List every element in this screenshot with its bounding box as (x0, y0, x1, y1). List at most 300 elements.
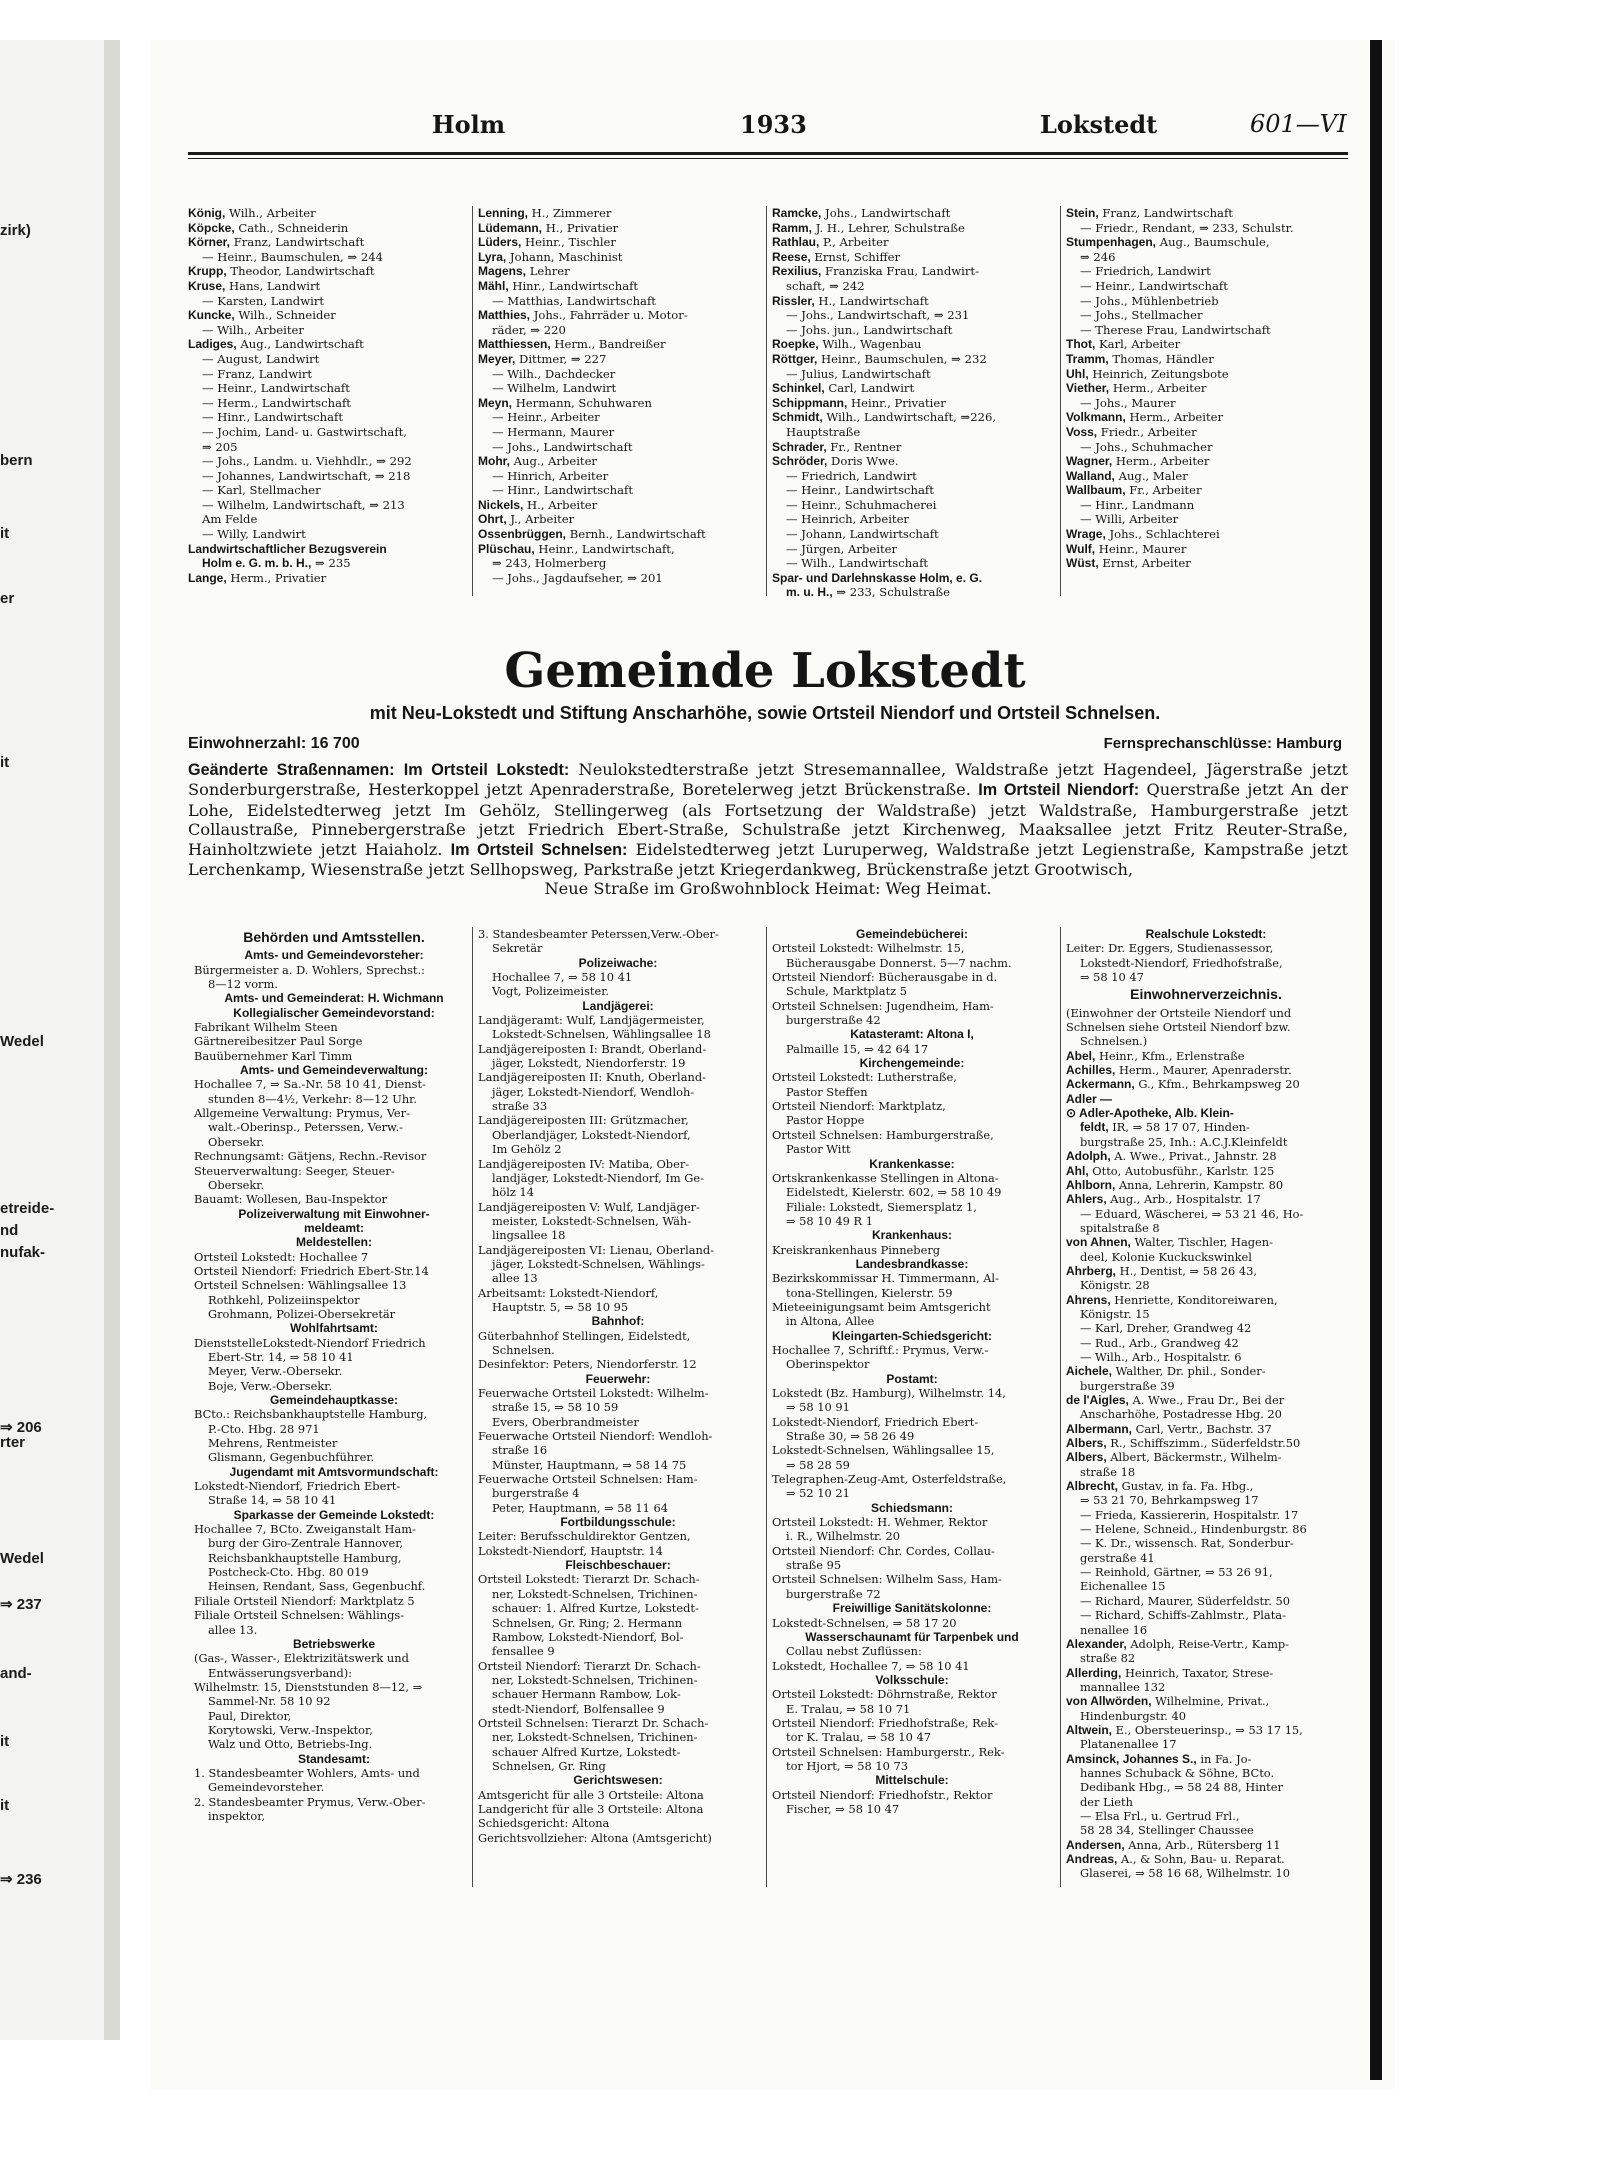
entry-details: — Helene, Schneid., Hindenburgstr. 86 (1080, 1522, 1307, 1537)
entry-details: P., Arbeiter (819, 235, 889, 250)
subsection-heading: Jugendamt mit Amtsvormundschaft: (229, 1464, 439, 1479)
subsection-heading: Amts- und Gemeindeverwaltung: (239, 1063, 429, 1078)
entry-name: Viether, (1066, 381, 1110, 396)
entry-details: — Frieda, Kassiererin, Hospitalstr. 17 (1080, 1507, 1299, 1522)
directory-entry (772, 527, 1054, 542)
entry-details: ⇒ 243, Holmerberg (492, 556, 607, 571)
entry-details: Aug., Arb., Hospitalstr. 17 (1106, 1192, 1261, 1207)
entry-name: Andreas, (1066, 1852, 1118, 1866)
facing-page-fragment: it (0, 525, 10, 542)
subsection-heading: Kleingarten-Schiedsgericht: (831, 1328, 993, 1343)
facing-page-fragment: ⇒ 206 (0, 1419, 42, 1436)
streets-lokstedt-text: Neulokstedterstraße jetzt Stresemannallee, Waldstraße jetzt Hagendeel, Jägerstraße jetzt Sonderburgerstraße, Hesterkoppel jetzt Apenraderstraße, Boretelerweg jetzt Brückenstraße. (188, 760, 1348, 800)
entry-name: Thot, (1066, 337, 1096, 352)
entry-details: — K. Dr., wissensch. Rat, Sonderbur- (1080, 1536, 1294, 1551)
entry-details: Wilh., Arbeiter (225, 206, 316, 220)
directory-entry (1066, 483, 1348, 498)
entry-details: schauer Hermann Rambow, Lok- (492, 1687, 681, 1702)
directory-entry (194, 1379, 474, 1393)
entry-details: Ortsteil Niendorf: Friedhofstr., Rektor (772, 1787, 993, 1802)
entry-details: Schnelsen, Gr. Ring; 2. Hermann (492, 1615, 683, 1630)
directory-entry (1066, 425, 1348, 440)
directory-entry (478, 1802, 758, 1816)
entry-details: Carl, Vertr., Bachstr. 37 (1132, 1421, 1272, 1436)
entry-name: Lange, (188, 570, 227, 585)
entry-details: Anna, Lehrerin, Kampstr. 80 (1115, 1177, 1284, 1192)
entry-details: Schnelsen. (492, 1342, 555, 1357)
facing-page-fragment: and- (0, 1665, 32, 1682)
entry-name: Ossenbrüggen, (478, 527, 567, 542)
directory-entry (1066, 527, 1348, 542)
directory-entry (194, 1164, 474, 1178)
directory-entry (772, 221, 1054, 236)
entry-details: Desinfektor: Peters, Niendorferstr. 12 (478, 1357, 697, 1372)
directory-entry (478, 1056, 758, 1070)
entry-details: — Richard, Maurer, Süderfeldstr. 50 (1080, 1593, 1290, 1608)
directory-entry (1066, 1852, 1346, 1866)
directory-column (478, 927, 758, 1845)
directory-entry (188, 483, 470, 498)
entry-details: Bauamt: Wollesen, Bau-Inspektor (194, 1192, 387, 1207)
directory-entry (772, 250, 1054, 265)
entry-details: — Johs., Schuhmacher (1080, 439, 1213, 454)
entry-name: Kruse, (188, 278, 226, 293)
entry-details: (Gas-, Wasser-, Elektrizitätswerk und (194, 1651, 409, 1666)
directory-entry (194, 1364, 474, 1378)
entry-details: Grohmann, Polizei-Obersekretär (208, 1306, 396, 1321)
directory-entry (194, 1479, 474, 1493)
directory-entry (1066, 1795, 1346, 1809)
entry-details: Reichsbankhauptstelle Hamburg, (208, 1550, 402, 1565)
entry-details: Landjägeramt: Wulf, Landjägermeister, (478, 1013, 705, 1028)
entry-details: — Johannes, Landwirtschaft, ⇒ 218 (202, 468, 411, 483)
subsection-heading: Landesbrandkasse: (855, 1256, 969, 1271)
entry-name: Ohrt, (478, 512, 507, 527)
entry-details: der Lieth (1080, 1794, 1133, 1809)
entry-details: Doris Wwe. (827, 454, 899, 469)
entry-name: Meyer, (478, 351, 516, 366)
streets-niendorf-text: Querstraße jetzt An der Lohe, Eidelstedterweg jetzt Im Gehölz, Stellingerweg (als Fortsetzung der Waldstraße) jetzt Waldstraße, Hamburgerstraße jetzt Collaustraße, Pinnebergerstraße jetzt Friedrich Ebert-Straße, Schulstraße jetzt Kirchenweg, Maaksallee jetzt Fritz Reuter-Straße, Hainholtzwiete jetzt Haiaholz. (188, 780, 1348, 859)
entry-details: Mehrens, Rentmeister (208, 1436, 338, 1451)
subsection-heading: Schiedsmann: (870, 1500, 954, 1515)
entry-details: — Jochim, Land- u. Gastwirtschaft, (202, 424, 407, 439)
directory-entry (194, 977, 474, 991)
column-divider (472, 206, 473, 596)
directory-column (194, 927, 474, 1823)
directory-column (1066, 206, 1348, 571)
directory-entry (194, 1809, 474, 1823)
entry-details: Feuerwache Ortsteil Lokstedt: Wilhelm- (478, 1386, 709, 1400)
streets-label: Geänderte Straßennamen: (188, 761, 395, 779)
entry-details: Ortsteil Schnelsen: Tierarzt Dr. Schach- (478, 1715, 709, 1730)
directory-entry (772, 454, 1054, 469)
entry-name: Ladiges, (188, 337, 237, 352)
entry-details: Anna, Arb., Rütersberg 11 (1124, 1837, 1281, 1852)
entry-name: Ahlborn, (1066, 1177, 1116, 1192)
entry-details: — Matthias, Landwirtschaft (492, 293, 656, 308)
directory-entry (772, 1070, 1052, 1084)
entry-details: Ortsteil Lokstedt: H. Wehmer, Rektor (772, 1515, 988, 1530)
entry-details: Lokstedt-Schnelsen, Wählingsallee 15, (772, 1443, 995, 1458)
directory-entry (478, 381, 760, 396)
directory-entry (478, 1572, 758, 1586)
entry-details: Schnelsen.) (1080, 1034, 1148, 1049)
entry-details: Bezirkskommissar H. Timmermann, Al- (772, 1271, 999, 1286)
entry-details: schauer: 1. Alfred Kurtze, Lokstedt- (492, 1601, 699, 1616)
directory-entry (1066, 542, 1348, 557)
directory-entry (478, 1659, 758, 1673)
directory-column (772, 927, 1052, 1816)
directory-entry (772, 1343, 1052, 1357)
directory-entry (1066, 1149, 1346, 1163)
entry-details: räder, ⇒ 220 (492, 322, 566, 337)
directory-entry (478, 1702, 758, 1716)
entry-details: — Julius, Landwirtschaft (786, 366, 931, 381)
entry-details: Heinrich, Zeitungsbote (1088, 366, 1229, 381)
directory-entry (188, 381, 470, 396)
directory-entry (194, 1250, 474, 1264)
directory-entry (478, 970, 758, 984)
entry-details: Königstr. 15 (1080, 1306, 1150, 1321)
directory-entry (478, 1687, 758, 1701)
directory-entry (194, 1709, 474, 1723)
directory-entry (194, 1106, 474, 1120)
directory-entry (1066, 323, 1348, 338)
directory-entry (772, 396, 1054, 411)
entry-details: — Johs., Landm. u. Viehhdlr., ⇒ 292 (202, 454, 412, 469)
directory-entry (478, 206, 760, 221)
entry-details: Landjägereiposten II: Knuth, Oberland- (478, 1070, 706, 1085)
directory-entry (772, 956, 1052, 970)
entry-details: — Heinr., Baumschulen, ⇒ 244 (202, 249, 383, 264)
directory-entry (478, 1415, 758, 1429)
directory-entry (478, 1486, 758, 1500)
subsection-heading: Gemeindebücherei: (855, 927, 969, 941)
entry-details: ⇒ 205 (202, 439, 238, 454)
entry-details: Ernst, Arbeiter (1098, 556, 1191, 571)
entry-name: Mohr, (478, 454, 510, 469)
entry-name: von Ahnen, (1066, 1235, 1131, 1250)
entry-details: Heinr., Baumschulen, ⇒ 232 (817, 351, 987, 366)
entry-name: ⊙ Adler-Apotheke, Alb. Klein- (1066, 1106, 1234, 1121)
entry-details: jäger, Lokstedt-Niendorf, Wendloh- (492, 1084, 695, 1099)
entry-details: Hindenburgstr. 40 (1080, 1708, 1186, 1723)
directory-entry (772, 1616, 1052, 1630)
directory-entry (188, 337, 470, 352)
entry-details: 1. Standesbeamter Wohlers, Amts- und (194, 1765, 420, 1780)
directory-entry (478, 1472, 758, 1486)
facing-page-fragment: rter (0, 1434, 26, 1451)
entry-details: Franz, Landwirtschaft (1098, 206, 1233, 220)
facing-page-fragment: Wedel (0, 1033, 44, 1050)
entry-details: Wilh., Schneider (234, 308, 336, 323)
directory-entry (1066, 1565, 1346, 1579)
directory-entry (478, 498, 760, 513)
directory-entry (478, 1300, 758, 1314)
directory-entry (1066, 1479, 1346, 1493)
entry-details: Heinr., Tischler (521, 235, 616, 250)
entry-name: Lenning, (478, 206, 528, 220)
entry-details: schaft, ⇒ 242 (786, 278, 865, 293)
entry-details: Karl, Arbeiter (1095, 337, 1181, 352)
entry-details: Heinr., Kfm., Erlenstraße (1095, 1048, 1245, 1063)
entry-details: ⇒ 58 10 47 (1080, 970, 1144, 985)
entry-details: Am Felde (202, 512, 258, 527)
directory-entry (1066, 556, 1348, 571)
section-subtitle: mit Neu-Lokstedt und Stiftung Anscharhöhe, sowie Ortsteil Niendorf und Ortsteil Schnelsen. (369, 703, 1161, 723)
entry-details: 58 28 34, Stellinger Chaussee (1080, 1823, 1254, 1838)
entry-name: Roepke, (772, 337, 819, 352)
entry-details: A., & Sohn, Bau- u. Reparat. (1117, 1852, 1285, 1866)
directory-entry (478, 440, 760, 455)
entry-details: landjäger, Lokstedt-Niendorf, Im Ge- (492, 1170, 704, 1185)
subsection-heading: Standesamt: (297, 1751, 371, 1766)
entry-details: Hochallee 7, Schriftf.: Prymus, Verw.- (772, 1342, 989, 1357)
entry-details: straße 82 (1080, 1651, 1136, 1666)
directory-entry (478, 1544, 758, 1558)
entry-details: ⇒ 52 10 21 (786, 1486, 850, 1501)
entry-details: Münster, Hauptmann, ⇒ 58 14 75 (492, 1457, 687, 1472)
entry-details: — Eduard, Wäscherei, ⇒ 53 21 46, Ho- (1080, 1206, 1304, 1221)
directory-entry (1066, 1020, 1346, 1034)
entry-details: tor Hjort, ⇒ 58 10 73 (786, 1758, 908, 1773)
directory-entry (188, 308, 470, 323)
entry-details: Glismann, Gegenbuchführer. (208, 1450, 375, 1465)
directory-entry (478, 1831, 758, 1845)
directory-entry (772, 206, 1054, 221)
directory-entry (772, 512, 1054, 527)
entry-details: — Richard, Schiffs-Zahlmstr., Plata- (1080, 1608, 1286, 1623)
entry-name: Ramcke, (772, 206, 822, 220)
entry-details: Landgericht für alle 3 Ortsteile: Altona (478, 1801, 704, 1816)
section-heading: Behörden und Amtsstellen. (243, 929, 425, 945)
directory-entry (478, 1128, 758, 1142)
entry-details: burgerstraße 4 (492, 1486, 580, 1501)
directory-entry (772, 1085, 1052, 1099)
directory-entry (194, 1651, 474, 1665)
entry-details: straße 16 (492, 1443, 548, 1458)
directory-entry (772, 1400, 1052, 1414)
header-left: Holm (432, 110, 506, 139)
entry-details: Lokstedt-Niendorf, Friedrich Ebert- (772, 1414, 979, 1429)
directory-entry (478, 571, 760, 586)
entry-name: Reese, (772, 249, 811, 264)
entry-name: Ahrberg, (1066, 1263, 1117, 1278)
entry-details: straße 33 (492, 1099, 548, 1114)
directory-entry (478, 1085, 758, 1099)
entry-name: Schinkel, (772, 381, 825, 396)
directory-entry (1066, 1393, 1346, 1407)
directory-entry (772, 1702, 1052, 1716)
facing-page-fragment: etreide- (0, 1200, 55, 1217)
directory-entry (194, 1092, 474, 1106)
entry-details: Lokstedt-Schnelsen, ⇒ 58 17 20 (772, 1615, 957, 1630)
directory-entry (1066, 1594, 1346, 1608)
directory-entry (772, 294, 1054, 309)
entry-details: Gemeindevorsteher. (208, 1780, 325, 1795)
directory-entry (772, 542, 1054, 557)
entry-details: straße 18 (1080, 1464, 1136, 1479)
entry-details: — Karl, Stellmacher (202, 483, 321, 498)
directory-entry (772, 279, 1054, 294)
entry-details: in Altona, Allee (786, 1314, 875, 1329)
directory-entry (478, 1529, 758, 1543)
entry-details: Aug., Baumschule, (1156, 235, 1270, 250)
entry-details: Pastor Witt (786, 1142, 851, 1157)
directory-entry (772, 1443, 1052, 1457)
entry-name: Schröder, (772, 454, 828, 469)
entry-details: — Johs., Landwirtschaft (492, 439, 633, 454)
entry-details: Allgemeine Verwaltung: Prymus, Ver- (194, 1106, 410, 1121)
entry-details: Oberinspektor (786, 1357, 870, 1372)
entry-details: J., Arbeiter (506, 512, 575, 527)
entry-details: — Hinrich, Arbeiter (492, 468, 609, 483)
entry-name: Altwein, (1066, 1722, 1113, 1737)
entry-details: Aug., Maler (1114, 468, 1188, 483)
directory-entry (772, 323, 1054, 338)
entry-details: — Wilh., Landwirtschaft (786, 556, 929, 571)
entry-details: G., Kfm., Behrkampsweg 20 (1134, 1077, 1300, 1092)
entry-name: Ahl, (1066, 1163, 1089, 1178)
directory-entry (772, 1099, 1052, 1113)
entry-details: ⇒ 58 28 59 (786, 1457, 850, 1472)
entry-details: Bernh., Landwirtschaft (566, 527, 706, 542)
directory-entry (1066, 381, 1348, 396)
directory-entry (478, 1357, 758, 1371)
column-divider (1060, 927, 1061, 1887)
entry-details: Johs., Landwirtschaft (821, 206, 951, 220)
entry-name: Albrecht, (1066, 1479, 1119, 1494)
column-divider (472, 927, 473, 1887)
entry-name: Adler — (1066, 1091, 1113, 1106)
directory-entry (478, 527, 760, 542)
directory-entry (194, 1149, 474, 1163)
entry-details: Johann, Maschinist (506, 249, 623, 264)
entry-name: Rathlau, (772, 235, 820, 250)
entry-details: Rambow, Lokstedt-Niendorf, Bol- (492, 1629, 684, 1644)
directory-entry (1066, 1250, 1346, 1264)
directory-entry (478, 1286, 758, 1300)
directory-entry (188, 206, 470, 221)
entry-details: schauer Alfred Kurtze, Lokstedt- (492, 1744, 681, 1759)
directory-entry (478, 1343, 758, 1357)
directory-entry (478, 542, 760, 557)
entry-details: — Johs., Landwirtschaft, ⇒ 231 (786, 308, 970, 323)
subsection-heading: Betriebswerke (292, 1636, 376, 1651)
entry-details: Lokstedt-Niendorf, Hauptstr. 14 (478, 1543, 663, 1558)
section-heading: Einwohnerverzeichnis. (1130, 986, 1282, 1003)
entry-details: — Willy, Landwirt (202, 527, 306, 542)
directory-entry (478, 1271, 758, 1285)
directory-entry (1066, 1522, 1346, 1536)
directory-entry (772, 1300, 1052, 1314)
directory-entry (188, 498, 470, 513)
directory-entry (194, 1795, 474, 1809)
entry-details: Johs., Fahrräder u. Motor- (530, 308, 688, 323)
column-divider (766, 927, 767, 1887)
entry-name: Schmidt, (772, 410, 823, 425)
entry-details: Fischer, ⇒ 58 10 47 (786, 1801, 900, 1816)
directory-entry (194, 1336, 474, 1350)
directory-entry (1066, 1780, 1346, 1794)
directory-entry (478, 250, 760, 265)
entry-details: Adolph, Reise-Vertr., Kamp- (1126, 1636, 1290, 1651)
directory-entry (772, 1142, 1052, 1156)
directory-entry (772, 1544, 1052, 1558)
directory-entry (194, 1436, 474, 1450)
entry-details: H., Arbeiter (523, 497, 598, 512)
entry-name: Stein, (1066, 206, 1099, 220)
directory-entry (478, 927, 758, 941)
entry-details: Leiter: Dr. Eggers, Studienassessor, (1066, 941, 1274, 956)
entry-details: Boje, Verw.-Obersekr. (208, 1378, 333, 1393)
entry-name: Rissler, (772, 293, 815, 308)
directory-entry (1066, 1379, 1346, 1393)
entry-details: Fabrikant Wilhelm Steen (194, 1020, 338, 1035)
directory-entry (188, 440, 470, 455)
directory-entry (188, 396, 470, 411)
entry-details: Hermann, Schuhwaren (512, 395, 652, 410)
entry-name: Schippmann, (772, 395, 848, 410)
subsection-heading: Realschule Lokstedt: (1145, 927, 1267, 941)
directory-entry (194, 1780, 474, 1794)
directory-entry (188, 279, 470, 294)
entry-name: Krupp, (188, 264, 227, 279)
directory-entry (478, 1587, 758, 1601)
entry-details: Collau nebst Zuflüssen: (786, 1644, 922, 1659)
directory-entry (1066, 264, 1348, 279)
directory-entry (772, 264, 1054, 279)
directory-entry (478, 556, 760, 571)
directory-entry (1066, 956, 1346, 970)
entry-name: Walland, (1066, 468, 1115, 483)
entry-details: — Jürgen, Arbeiter (786, 541, 898, 556)
facing-page-fragment: zirk) (0, 222, 31, 239)
directory-entry (1066, 1034, 1346, 1048)
directory-entry (1066, 1709, 1346, 1723)
entry-details: Ebert-Str. 14, ⇒ 58 10 41 (208, 1349, 354, 1364)
directory-entry (1066, 1278, 1346, 1292)
entry-details: A. Wwe., Privat., Jahnstr. 28 (1110, 1149, 1277, 1164)
directory-entry (772, 367, 1054, 382)
entry-name: Aichele, (1066, 1364, 1113, 1379)
entry-details: — Wilhelm, Landwirt (492, 381, 617, 396)
entry-details: — Hinr., Landmann (1080, 497, 1195, 512)
entry-details: Lokstedt-Niendorf, Friedrich Ebert- (194, 1479, 401, 1494)
directory-entry (1066, 1336, 1346, 1350)
directory-entry (1066, 235, 1348, 250)
directory-entry (478, 1329, 758, 1343)
entry-details: Filiale Ortsteil Schnelsen: Wählings- (194, 1608, 405, 1623)
directory-entry (478, 512, 760, 527)
entry-details: Cath., Schneiderin (234, 220, 349, 235)
facing-page-fragment: ⇒ 237 (0, 1596, 42, 1613)
entry-details: Gärtnereibesitzer Paul Sorge (194, 1034, 363, 1049)
entry-details: Ortsteil Schnelsen: Hamburgerstraße, (772, 1127, 994, 1142)
entry-details: Vogt, Polizeimeister. (492, 984, 610, 999)
entry-details: — Wilh., Dachdecker (492, 366, 616, 381)
entry-details: Theodor, Landwirtschaft (226, 264, 375, 279)
entry-details: Platanenallee 17 (1080, 1737, 1177, 1752)
entry-details: Paul, Direktor, (208, 1708, 292, 1723)
directory-entry (772, 1515, 1052, 1529)
directory-entry (772, 1185, 1052, 1199)
directory-entry (772, 1486, 1052, 1500)
entry-details: Landjägereiposten V: Wulf, Landjäger- (478, 1199, 700, 1214)
directory-entry (1066, 1838, 1346, 1852)
directory-entry (194, 1522, 474, 1536)
entry-name: Wrage, (1066, 527, 1106, 542)
